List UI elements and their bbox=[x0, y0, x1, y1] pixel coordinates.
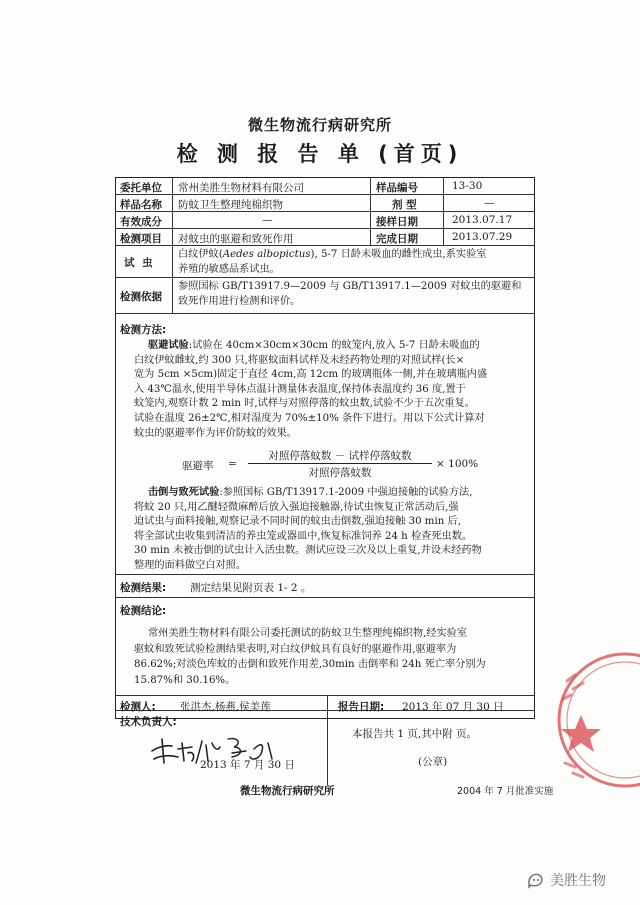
row-divider bbox=[115, 574, 535, 575]
official-seal-note: (公章) bbox=[418, 756, 448, 768]
repel-text: 蚊笼内,观察计数 2 min 时,试样与对照停落的蚊虫数,试验不少于五次重复。 bbox=[134, 398, 475, 410]
basis-text: 参照国标 GB/T13917.9—2009 与 GB/T13917.1—2009 对蚊虫的驱避和 bbox=[178, 281, 522, 292]
tester-names: 张洪杰,杨燕,侯美莲 bbox=[180, 701, 271, 713]
knockdown-text: 整理的面料做空白对照。 bbox=[134, 559, 247, 571]
repel-rate-formula bbox=[182, 448, 482, 480]
watermark bbox=[526, 870, 606, 890]
tech-lead-label: 技术负责人: bbox=[120, 716, 177, 728]
basis-description bbox=[178, 280, 530, 309]
footer-institute: 微生物流行病研究所 bbox=[240, 785, 335, 797]
basis-text: 致死作用进行检测和评价。 bbox=[178, 295, 301, 307]
column-divider bbox=[443, 177, 444, 245]
repel-text: 宽为 5cm ×5cm)固定于直径 4cm,高 12cm 的玻璃瓶体一侧,并在玻璃瓶内盛 bbox=[134, 369, 488, 381]
knockdown-test-title: 击倒与致死试验 bbox=[148, 487, 220, 498]
official-stamp bbox=[545, 645, 640, 795]
insect-text: ), 5-7 日龄未吸血的雌性成虫,系实验室 bbox=[310, 249, 487, 260]
sample-name-value: 防蚊卫生整理纯棉织物 bbox=[178, 199, 283, 211]
result-value: 测定结果见附页表 1- 2 。 bbox=[190, 582, 312, 594]
conclusion-text: 驱蚊和致死试验检测结果表明,对白纹伊蚊具有良好的驱避作用,驱避率为 bbox=[134, 643, 457, 655]
method-label: 检测方法: bbox=[120, 324, 167, 336]
page-count-note: 本报告共 1 页,其中附 页。 bbox=[352, 728, 478, 740]
formula-equals: = bbox=[228, 458, 237, 470]
footer-approval-note: 2004 年 7 月批准实施 bbox=[457, 786, 554, 797]
formula-denominator: 对照停落蚊数 bbox=[308, 467, 372, 479]
report-title: 检 测 报 告 单 (首页) bbox=[176, 142, 464, 166]
wechat-icon bbox=[526, 870, 546, 890]
row-divider bbox=[115, 695, 535, 696]
tester-label: 检测人: bbox=[120, 701, 156, 713]
tech-lead-date: 2013 年 7 月 30 日 bbox=[200, 759, 295, 771]
ingredient-value: — bbox=[262, 214, 273, 226]
conclusion-text: 86.62%;对淡色库蚊的击倒和致死作用差,30min 击倒率和 24h 死亡率分别为 bbox=[134, 659, 486, 670]
column-divider bbox=[327, 695, 328, 785]
knockdown-text: 迫试虫与面料接触,观察记录不同时间的蚊虫击倒数,强迫接触 30 min 后, bbox=[134, 516, 461, 528]
insect-description bbox=[178, 248, 530, 277]
knockdown-test-paragraph bbox=[134, 486, 528, 574]
result-label: 检测结果: bbox=[120, 582, 167, 594]
conclusion-label: 检测结论: bbox=[120, 605, 167, 617]
conclusion-text: 常州美胜生物材料有限公司委托测试的防蚊卫生整理纯棉织物,经实验室 bbox=[148, 628, 468, 639]
repel-test-paragraph bbox=[134, 339, 528, 441]
completed-date-label: 完成日期 bbox=[376, 233, 418, 245]
column-divider bbox=[172, 177, 173, 313]
row-divider bbox=[115, 313, 535, 314]
insect-label: 试 虫 bbox=[124, 257, 155, 269]
row-divider bbox=[115, 597, 535, 598]
repel-text: 试验在温度 26±2℃,相对湿度为 70%±10% 条件下进行。用以下公式计算对 bbox=[134, 412, 485, 424]
received-date-label: 接样日期 bbox=[376, 216, 418, 228]
institute-title: 微生物流行病研究所 bbox=[247, 116, 392, 134]
repel-test-title: 驱避试验 bbox=[148, 340, 189, 351]
conclusion-text: 15.87%和 30.16%。 bbox=[134, 674, 236, 686]
knockdown-text: :参照国标 GB/T13917.1-2009 中强迫接触的试验方法, bbox=[219, 487, 473, 498]
knockdown-text: 将全部试虫收集到清洁的养虫笼或器皿中,恢复标准饲养 24 h 检查死虫数。 bbox=[134, 530, 473, 542]
formula-multiplier: × 100% bbox=[436, 458, 479, 470]
repel-text: 白纹伊蚊雌蚊,约 300 只,将驱蚊面料试样及未经药物处理的对照试样(长× bbox=[134, 354, 465, 366]
basis-label: 检测依据 bbox=[120, 291, 162, 303]
formula-fraction-bar bbox=[248, 463, 432, 464]
insect-text: 养殖的敏感品系试虫。 bbox=[178, 263, 280, 275]
form-value: — bbox=[484, 197, 495, 209]
watermark-text: 美胜生物 bbox=[550, 873, 606, 889]
repel-text: :试验在 40cm×30cm×30cm 的蚊笼内,放入 5-7 日龄未吸血的 bbox=[188, 340, 480, 351]
column-divider bbox=[370, 177, 371, 245]
sample-no-label: 样品编号 bbox=[376, 182, 418, 194]
test-item-label: 检测项目 bbox=[120, 233, 162, 245]
signature bbox=[148, 733, 298, 767]
row-divider bbox=[115, 228, 535, 229]
formula-lhs: 驱避率 bbox=[182, 460, 214, 472]
report-date-value: 2013 年 07 月 30 日 bbox=[402, 701, 504, 713]
insect-text: 白纹伊蚊( bbox=[178, 249, 223, 260]
formula-numerator: 对照停落蚊数 － 试样停落蚊数 bbox=[268, 450, 412, 462]
report-date-label: 报告日期: bbox=[338, 701, 385, 713]
knockdown-text: 30 min 未被击倒的试虫计入活虫数。测试应设三次及以上重复,并设未经药物 bbox=[134, 545, 482, 557]
repel-text: 蚊虫的驱避率作为评价防蚊的效果。 bbox=[134, 427, 297, 439]
completed-date-value: 2013.07.29 bbox=[452, 231, 513, 243]
conclusion-paragraph bbox=[134, 626, 528, 688]
sample-no-value: 13-30 bbox=[452, 180, 483, 192]
client-value: 常州美胜生物材料有限公司 bbox=[178, 182, 304, 194]
ingredient-label: 有效成分 bbox=[120, 216, 162, 228]
repel-text: 入 43℃温水,使用半导体点温计测量体表温度,保持体表温度约 36 度,置于 bbox=[134, 383, 466, 395]
sample-name-label: 样品名称 bbox=[120, 199, 162, 211]
client-label: 委托单位 bbox=[120, 182, 162, 194]
test-item-value: 对蚊虫的驱避和致死作用 bbox=[178, 233, 294, 245]
received-date-value: 2013.07.17 bbox=[452, 214, 513, 226]
insect-species: Aedes albopictus bbox=[222, 249, 311, 260]
form-label: 剂 型 bbox=[392, 199, 417, 211]
knockdown-text: 将蚊 20 只,用乙醚轻微麻醉后放入强迫接触器,待试虫恢复正常活动后,强 bbox=[134, 501, 459, 513]
